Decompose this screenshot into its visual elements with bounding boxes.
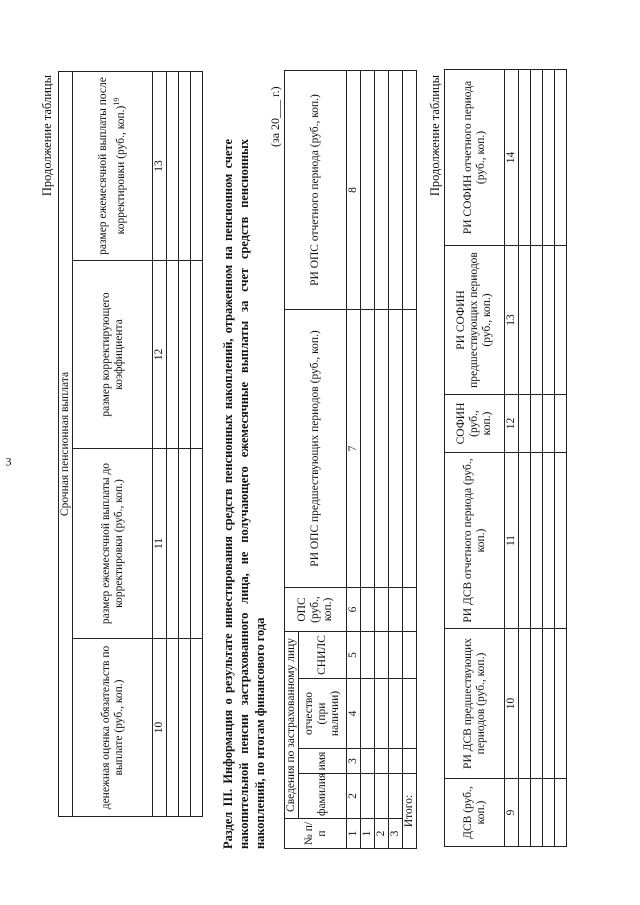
header-ri-dsv-prev: РИ ДСВ предшествующих периодов (руб., коп.) (445, 629, 505, 779)
empty-cell (361, 70, 375, 309)
col-number: 10 (153, 639, 167, 817)
empty-cell (389, 631, 403, 678)
header-ri-sofin-prev: РИ СОФИН предшествующих периодов (руб., коп.) (445, 246, 505, 395)
col-number: 9 (505, 779, 519, 847)
header-ri-ops-prev: РИ ОПС предшествующих периодов (руб., коп.) (285, 309, 347, 587)
empty-cell (531, 70, 543, 246)
col-number: 1 (347, 819, 361, 849)
empty-cell (361, 309, 375, 587)
empty-cell (519, 629, 531, 779)
empty-cell (375, 631, 389, 678)
empty-cell (403, 70, 417, 309)
empty-cell (389, 774, 403, 819)
col-number: 11 (505, 453, 519, 629)
header-coefficient: размер корректирующего коэффициента (73, 261, 153, 449)
empty-cell (519, 453, 531, 629)
header-ri-sofin-current: РИ СОФИН отчетного периода (руб., коп.) (445, 70, 505, 246)
continuation-label-bottom: Продолжение таблицы (428, 75, 442, 197)
header-dsv: ДСВ (руб., коп.) (445, 779, 505, 847)
empty-cell (403, 631, 417, 678)
empty-cell (519, 779, 531, 847)
col-number: 6 (347, 587, 361, 631)
empty-cell (375, 679, 389, 749)
row-number: 2 (375, 819, 389, 849)
col-number: 4 (347, 679, 361, 749)
empty-cell (389, 309, 403, 587)
header-after-correction-text: размер ежемесячной выплаты после корректировки (руб., коп.) (97, 77, 127, 255)
empty-cell (519, 395, 531, 453)
continuation-label-top: Продолжение таблицы (40, 75, 54, 197)
empty-cell (179, 261, 191, 449)
empty-cell (191, 639, 203, 817)
empty-cell (167, 639, 179, 817)
empty-cell (531, 453, 543, 629)
empty-cell (555, 629, 567, 779)
empty-cell (167, 71, 179, 260)
empty-cell (403, 587, 417, 631)
period-label: (за 20___ г.) (268, 86, 282, 147)
empty-cell (531, 779, 543, 847)
table-row (375, 70, 389, 848)
header-surname: фамилия (299, 774, 347, 819)
col-number: 2 (347, 774, 361, 819)
empty-cell (179, 449, 191, 639)
payments-table (58, 71, 203, 817)
empty-cell (519, 246, 531, 395)
col-number: 12 (505, 395, 519, 453)
empty-cell (543, 629, 555, 779)
header-ops: ОПС (руб., коп.) (285, 587, 347, 631)
empty-cell (191, 449, 203, 639)
empty-cell (555, 70, 567, 246)
header-obligations: денежная оценка обязательств по выплате (руб., коп.) (73, 639, 153, 817)
empty-cell (403, 679, 417, 749)
empty-cell (361, 749, 375, 774)
empty-cell (375, 774, 389, 819)
empty-cell (555, 453, 567, 629)
empty-cell (389, 679, 403, 749)
col-number: 3 (347, 749, 361, 774)
col-number: 7 (347, 309, 361, 587)
empty-cell (555, 779, 567, 847)
empty-cell (375, 309, 389, 587)
empty-cell (531, 395, 543, 453)
header-ri-dsv-current: РИ ДСВ отчетного периода (руб., коп.) (445, 453, 505, 629)
footnote-mark: 19 (112, 97, 122, 106)
col-number: 13 (505, 246, 519, 395)
section-3-title: Раздел III. Информация о результате инвестирования средств пенсионных накоплений, отраженном на пенсионном счете накопительной пенсии застрахованного лица, не получающего ежемесячные выплаты за счет средств пенсионных накоплений, по итогам финансового года (221, 139, 267, 849)
header-snils: СНИЛС (299, 631, 347, 678)
col-number: 5 (347, 631, 361, 678)
header-ri-ops-current: РИ ОПС отчетного периода (руб., коп.) (285, 70, 347, 309)
empty-cell (375, 70, 389, 309)
empty-cell (361, 631, 375, 678)
empty-cell (361, 679, 375, 749)
empty-cell (167, 449, 179, 639)
empty-cell (167, 261, 179, 449)
empty-cell (555, 246, 567, 395)
empty-cell (543, 395, 555, 453)
header-sofin: СОФИН (руб., коп.) (445, 395, 505, 453)
header-name: имя (299, 749, 347, 774)
empty-cell (375, 749, 389, 774)
col-number: 11 (153, 449, 167, 639)
group-header-person: Сведения по застрахованному лицу (285, 631, 299, 818)
empty-cell (531, 629, 543, 779)
row-number: 1 (361, 819, 375, 849)
header-after-correction (73, 71, 153, 260)
col-number: 12 (153, 261, 167, 449)
investment-table (284, 70, 417, 849)
empty-cell (375, 587, 389, 631)
empty-cell (403, 309, 417, 587)
col-number: 13 (153, 71, 167, 260)
empty-cell (179, 639, 191, 817)
empty-cell (543, 246, 555, 395)
empty-cell (543, 70, 555, 246)
col-number: 8 (347, 70, 361, 309)
header-no: № п/п (285, 819, 347, 849)
col-number: 10 (505, 629, 519, 779)
empty-cell (519, 70, 531, 246)
group-header: Срочная пенсионная выплата (59, 71, 73, 816)
total-label: Итого: (403, 774, 417, 849)
empty-cell (555, 395, 567, 453)
empty-cell (191, 261, 203, 449)
col-number: 14 (505, 70, 519, 246)
empty-cell (179, 71, 191, 260)
header-before-correction: размер ежемесячной выплаты до корректировки (руб., коп.) (73, 449, 153, 639)
empty-cell (543, 453, 555, 629)
table-row (361, 70, 375, 848)
empty-cell (191, 71, 203, 260)
empty-cell (531, 246, 543, 395)
header-patronymic: отчество (при наличии) (299, 679, 347, 749)
empty-cell (361, 774, 375, 819)
page-number: 3 (5, 454, 12, 469)
empty-cell (389, 749, 403, 774)
row-number: 3 (389, 819, 403, 849)
empty-cell (543, 779, 555, 847)
empty-cell (389, 70, 403, 309)
empty-cell (389, 587, 403, 631)
empty-cell (361, 587, 375, 631)
empty-cell (403, 749, 417, 774)
additional-table (444, 69, 567, 847)
total-row (403, 70, 417, 848)
table-row (389, 70, 403, 848)
